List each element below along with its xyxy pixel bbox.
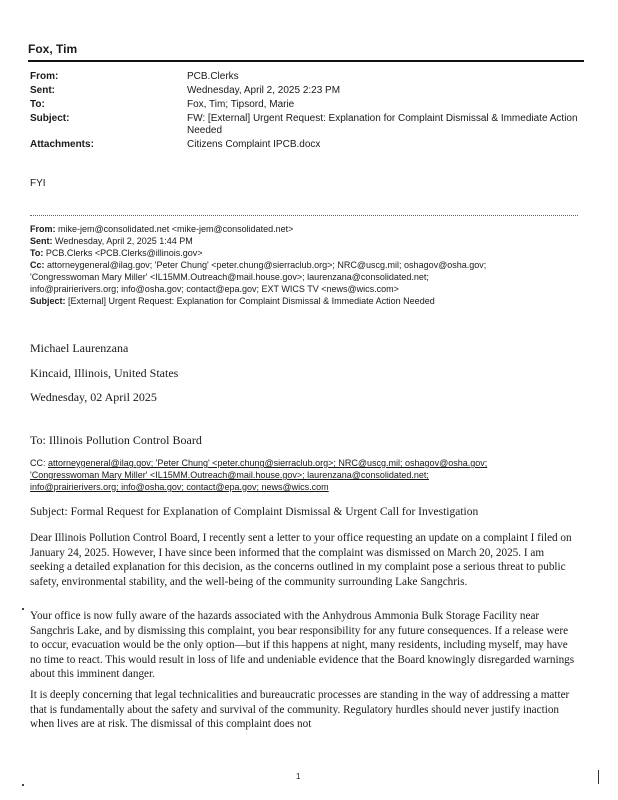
fwd-cc-value-1: attorneygeneral@ilag.gov; 'Peter Chung' <peter.chung@sierraclub.org>; NRC@uscg.mil; oshagov@osha.gov;: [47, 260, 487, 270]
fwd-cc-line-2: 'Congresswoman Mary Miller' <IL15MM.Outreach@mail.house.gov>; laurenzana@consolidated.net;: [30, 272, 429, 282]
sent-value: Wednesday, April 2, 2025 2:23 PM: [187, 85, 341, 96]
attachments-label: Attachments:: [30, 139, 94, 150]
letter-cc-line-3: [30, 481, 576, 493]
from-value: PCB.Clerks: [187, 71, 239, 82]
letter-recipient: To: Illinois Pollution Control Board: [30, 433, 202, 447]
attachment-file[interactable]: Citizens Complaint IPCB.docx: [187, 139, 321, 150]
fwd-subject-line: [30, 295, 590, 307]
fyi-note: FYI: [30, 178, 46, 189]
to-value: Fox, Tim; Tipsord, Marie: [187, 99, 295, 110]
fwd-from-label: From:: [30, 224, 56, 234]
fwd-cc-line-3: info@prairierivers.org; info@osha.gov; contact@epa.gov; EXT WICS TV <news@wics.com>: [30, 284, 399, 294]
fwd-to-label: To:: [30, 248, 44, 258]
letter-subject: Subject: Formal Request for Explanation of Complaint Dismissal & Urgent Call for Investigation: [30, 506, 479, 518]
letter-cc-value-1[interactable]: attorneygeneral@ilag.gov; 'Peter Chung' <peter.chung@sierraclub.org>; NRC@uscg.mil; oshagov@osha.gov;: [48, 458, 488, 468]
letter-author: Michael Laurenzana: [30, 341, 129, 355]
sent-label: Sent:: [30, 85, 55, 96]
fwd-to-line: [30, 247, 590, 259]
letter-cc: [30, 457, 576, 493]
owner-divider: [28, 60, 584, 62]
letter-paragraph-2: Your office is now fully aware of the hazards associated with the Anhydrous Ammonia Bulk Storage Facility near Sangchris Lake, and by dismissing this complaint, you bear responsibility for any future consequences. If a release were to occur, evacuation would be the only option—but if this happens at night, many residents, including myself, may have no time to react. This would result in loss of life and undeniable evidence that the Board knowingly disregarded warnings about this imminent danger.: [30, 610, 575, 681]
letter-paragraph-3: It is deeply concerning that legal technicalities and bureaucratic processes are standing in the way of addressing a matter that is fundamentally about the safety and survival of the community. Regulatory hurdles should never justify inaction when lives are at risk. The dismissal of this complaint does not: [30, 689, 570, 731]
fwd-from-line: [30, 223, 590, 235]
from-label: From:: [30, 71, 59, 82]
fwd-sent-value: Wednesday, April 2, 2025 1:44 PM: [55, 236, 193, 246]
forward-separator: [30, 215, 578, 216]
mailbox-owner-name: Fox, Tim: [28, 42, 78, 56]
letter-cc-line-2: [30, 469, 576, 481]
fwd-to-value: PCB.Clerks <PCB.Clerks@illinois.gov>: [45, 248, 203, 258]
fwd-subject-label: Subject:: [30, 296, 66, 306]
scan-mark: [598, 770, 599, 784]
letter-cc-label: CC:: [30, 458, 46, 468]
subject-value: FW: [External] Urgent Request: Explanation for Complaint Dismissal & Immediate Action Needed: [187, 113, 578, 136]
fwd-cc-line-1: [30, 259, 590, 271]
fwd-sent-label: Sent:: [30, 236, 53, 246]
letter-paragraph-1: Dear Illinois Pollution Control Board, I recently sent a letter to your office requesting an update on a complaint I filed on January 24, 2025. However, I have since been informed that the complaint was dismissed on March 20, 2025. I am seeking a detailed explanation for this decision, as the concerns outlined in my complaint pose a serious threat to public safety, environmental stability, and the well-being of the community surrounding Lake Sangchris.: [30, 532, 572, 588]
letter-cc-value-3[interactable]: info@prairierivers.org; info@osha.gov; contact@epa.gov; news@wics.com: [30, 482, 329, 492]
fwd-from-value: mike-jem@consolidated.net <mike-jem@consolidated.net>: [58, 224, 294, 234]
forwarded-header: [30, 223, 590, 307]
page-number: 1: [296, 772, 301, 781]
letter-location: Kincaid, Illinois, United States: [30, 366, 179, 380]
letter-cc-value-2[interactable]: 'Congresswoman Mary Miller' <IL15MM.Outreach@mail.house.gov>; laurenzana@consolidated.net;: [30, 470, 429, 480]
subject-label: Subject:: [30, 113, 70, 124]
scan-dot: [22, 608, 24, 610]
fwd-cc-label: Cc:: [30, 260, 45, 270]
to-label: To:: [30, 99, 45, 110]
letter-date: Wednesday, 02 April 2025: [30, 390, 157, 404]
letter-cc-line-1: [30, 457, 576, 469]
scan-dot: [22, 784, 24, 786]
fwd-subject-value: [External] Urgent Request: Explanation for Complaint Dismissal & Immediate Action Needed: [68, 296, 435, 306]
fwd-sent-line: [30, 235, 590, 247]
